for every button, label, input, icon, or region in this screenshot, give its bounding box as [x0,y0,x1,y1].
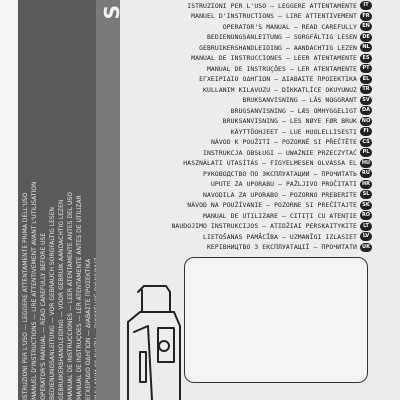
language-row [171,221,372,232]
language-code-badge: NL [360,43,372,52]
language-title: KULLANIM KILAVUZU — DİKKATLİCE OKUYUNUZ [203,85,357,94]
language-title: MANUEL D'INSTRUCTIONS — LIRE ATTENTIVEMENT [191,12,357,20]
language-title: MANUAL DE INSTRUÇÕES — LER ATENTAMENTE [206,64,357,73]
language-title: КЕРІВНИЦТВО З ЕКСПЛУАТАЦІЇ — ПРОЧИТАТИ [206,243,357,251]
language-code-badge: DA [361,107,371,113]
spine-text-column: OPERATOR'S MANUAL — READ CAREFULLY BEFORE USE [40,232,47,400]
spine-text-column: ISTRUZIONI PER L'USO — LEGGERE ATTENTAMENTE PRIMA DELL'USO [22,192,29,400]
language-code-badge: EN [360,22,372,31]
language-title: INSTRUKCJA OBSŁUGI — UWAŻNIE PRZECZYTAĆ [203,148,357,157]
spine-title: S [100,4,124,20]
language-title: UPUTE ZA UPORABU — PAŽLJIVO PROČITATI [210,180,357,188]
language-code-badge: IT [360,1,372,10]
language-row [203,231,372,242]
language-title: ISTRUZIONI PER L'USO — LEGGERE ATTENTAMENTE [187,1,357,10]
language-code-badge: PL [360,148,372,157]
dial-icon [159,341,169,351]
language-title: OPERATOR'S MANUAL — READ CAREFULLY [222,22,357,31]
language-row [203,189,372,200]
language-title: NÁVOD NA POUŽÍVANIE — POZORNE SI PREČÍTAJTE [187,201,357,209]
language-title: MANUAL DE UTILIZARE — CITIȚI CU ATENȚIE [203,211,357,220]
spine-title-band [96,0,120,400]
language-title: HASZNÁLATI UTASÍTÁS — FIGYELMESEN OLVASSA EL [183,159,357,167]
language-title: ΕΓΧΕΙΡΙΔΙΟ ΟΔΗΓΙΩΝ — ΔΙΑΒΑΣΤΕ ΠΡΟΣΕΚΤΙΚΑ [199,75,357,83]
spine-text-column: MANUAL DE INSTRUÇÕES — LER ATENTAMENTE ANTES DE UTILIZAR [76,195,83,400]
language-row [203,147,372,158]
language-code-badge: UK [360,243,372,252]
language-code-badge: FI [360,127,372,136]
language-title: NÁVOD K POUŽITÍ — POZORNĚ SI PŘEČTĚTE [210,138,357,146]
language-title: NAVODILA ZA UPORABO — POZORNO PREBERITE [203,190,357,199]
language-title: KÄYTTÖOHJEET — LUE HUOLELLISESTI [230,127,357,136]
hose-reel [140,352,146,382]
language-code-badge: SV [360,96,372,105]
language-row [199,42,372,53]
language-code-badge: ES [360,54,372,63]
language-title: GEBRUIKERSHANDLEIDING — AANDACHTIG LEZEN [199,43,357,52]
language-row [211,179,372,190]
dealer-stamp-box [184,257,368,383]
language-code-badge: PT [360,64,372,73]
language-row [231,126,372,137]
language-title: РУКОВОДСТВО ПО ЭКСПЛУАТАЦИИ — ПРОЧИТАТЬ [203,169,357,178]
language-row [211,137,372,148]
body-outline [128,312,180,400]
language-row [187,0,372,11]
language-code-badge: HR [361,180,371,187]
language-row [223,21,372,32]
spine-text-column: GEBRUIKERSHANDLEIDING — VÓÓR GEBRUIK AANDACHTIG LEZEN [58,199,65,400]
language-row [203,210,372,221]
language-title: NAUDOJIMO INSTRUKCIJOS — ATIDŽIAI PERSKAITYKITE [171,222,357,230]
language-row [191,53,372,64]
language-row [183,158,372,169]
pressure-washer-illustration [118,282,188,400]
language-code-badge: LV [360,232,372,241]
language-list [150,0,372,250]
spine-text-column: MANUAL DE INSTRUCCIONES — LEER ATENTAMENTE ANTES DEL USO [67,192,74,400]
language-code-badge: RU [360,169,372,178]
language-row [191,11,372,22]
language-code-badge: TR [360,85,372,94]
language-row [207,32,372,43]
spine-text-column: ΕΓΧΕΙΡΙΔΙΟ ΟΔΗΓΙΩΝ — ΔΙΑΒΑΣΤΕ ΠΡΟΣΕΚΤΙΚΑ [85,258,92,400]
language-row [207,242,372,253]
language-code-badge: LT [360,222,372,231]
language-title: BRUGSANVISNING — LÆS OMHYGGELIGT [230,106,357,115]
language-row [207,63,372,74]
language-code-badge: EL [360,75,372,84]
spine-text-column: MANUEL D'INSTRUCTIONS — LIRE ATTENTIVEMENT AVANT L'UTILISATION [31,181,38,400]
language-title: LIETOŠANAS PAMĀCĪBA — UZMANĪGI IZLASIET [203,232,357,241]
language-row [231,105,372,116]
spine-text-column: BEDIENUNGSANLEITUNG — VOR GEBRAUCH SORGFÄLTIG LESEN [49,207,56,400]
control-panel [158,328,174,362]
language-code-badge: RO [361,212,371,218]
language-code-badge: SK [360,201,372,210]
language-title: BRUKSANVISNING — LES NØYE FØR BRUK [222,117,357,125]
language-title: MANUAL DE INSTRUCCIONES — LEER ATENTAMENTE [191,54,357,62]
language-code-badge: NO [361,117,371,124]
language-code-badge: DE [360,33,372,42]
language-code-badge: FR [360,12,372,21]
body-front-panel [134,326,152,400]
language-row [223,116,372,127]
language-row [203,168,372,179]
language-code-badge: HU [361,159,371,166]
language-title: BRUKSANVISNING — LÄS NOGGRANT [242,96,357,104]
language-row [243,95,372,106]
language-code-badge: SL [360,190,372,199]
language-row [199,74,372,85]
language-code-badge: CS [360,138,372,147]
language-title: BEDIENUNGSANLEITUNG — SORGFÄLTIG LESEN [206,33,357,41]
cover-margin [0,0,18,400]
language-row [203,84,372,95]
language-row [187,200,372,211]
